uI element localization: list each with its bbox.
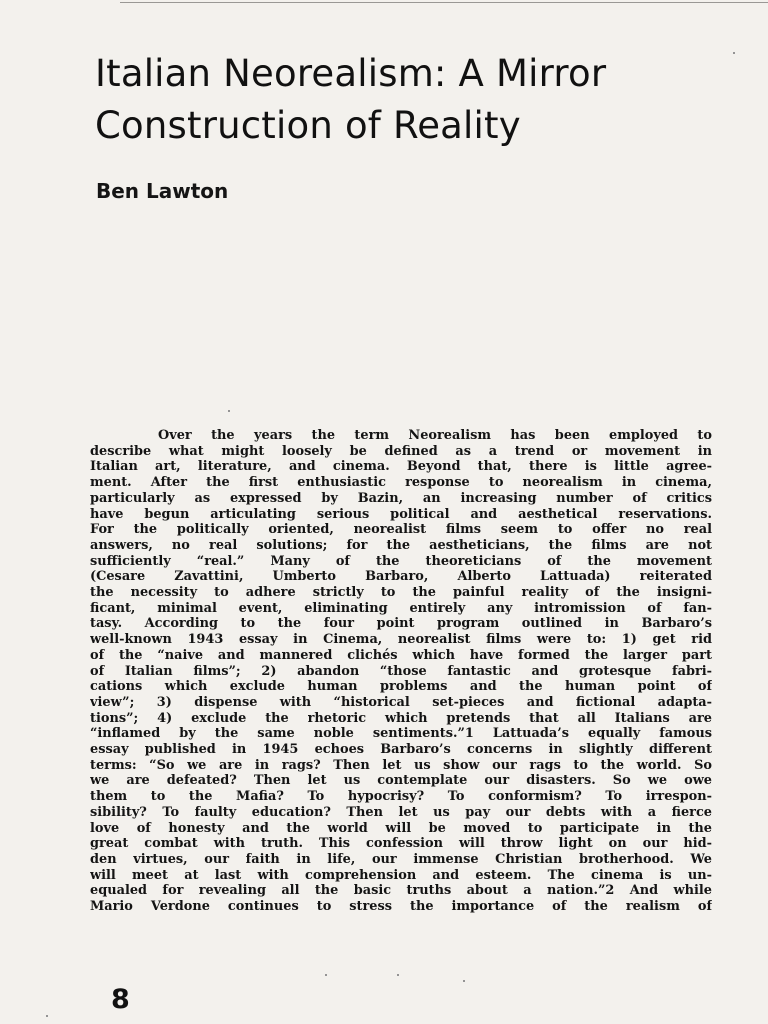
body-line: Mario Verdone continues to stress the importance of the realism of — [90, 899, 712, 915]
body-line: describe what might loosely be defined as a trend or movement in — [90, 443, 712, 459]
scan-speck — [733, 52, 735, 54]
body-line: den virtues, our faith in life, our immense Christian brotherhood. We — [90, 851, 712, 867]
body-line: of Italian films”; 2) abandon “those fantastic and grotesque fabri- — [90, 663, 712, 679]
body-line: answers, no real solutions; for the aestheticians, the films are not — [90, 537, 712, 553]
body-line: have begun articulating serious political and aesthetical reservations. — [90, 506, 712, 522]
body-line: view”; 3) dispense with “historical set-pieces and fictional adapta- — [90, 694, 712, 710]
body-line: essay published in 1945 echoes Barbaro’s concerns in slightly different — [90, 742, 712, 758]
scan-speck — [228, 410, 230, 412]
body-line: great combat with truth. This confession will throw light on our hid- — [90, 836, 712, 852]
body-line: For the politically oriented, neorealist films seem to offer no real — [90, 522, 712, 538]
body-line: the necessity to adhere strictly to the painful reality of the insigni- — [90, 585, 712, 601]
article-title-line: Construction of Reality — [95, 104, 521, 147]
body-line: equaled for revealing all the basic truths about a nation.”2 And while — [90, 883, 712, 899]
body-line: we are defeated? Then let us contemplate our disasters. So we owe — [90, 773, 712, 789]
article-title-line: Italian Neorealism: A Mirror — [95, 52, 607, 95]
body-line: terms: “So we are in rags? Then let us show our rags to the world. So — [90, 757, 712, 773]
body-line: “inflamed by the same noble sentiments.”1 Lattuada’s equally famous — [90, 726, 712, 742]
body-line: will meet at last with comprehension and esteem. The cinema is un- — [90, 867, 712, 883]
body-line: tions”; 4) exclude the rhetoric which pretends that all Italians are — [90, 710, 712, 726]
body-line: Over the years the term Neorealism has been employed to — [158, 428, 712, 443]
scan-speck — [397, 974, 399, 976]
body-line: (Cesare Zavattini, Umberto Barbaro, Alberto Lattuada) reiterated — [90, 569, 712, 585]
article-body — [90, 428, 712, 915]
body-line: love of honesty and the world will be moved to participate in the — [90, 820, 712, 836]
scan-speck — [46, 1015, 48, 1017]
page-number: 8 — [111, 984, 130, 1015]
body-line: them to the Mafia? To hypocrisy? To conformism? To irrespon- — [90, 789, 712, 805]
body-line: sibility? To faulty education? Then let us pay our debts with a fierce — [90, 804, 712, 820]
scan-speck — [463, 980, 465, 982]
body-line: particularly as expressed by Bazin, an increasing number of critics — [90, 490, 712, 506]
scan-edge — [120, 2, 768, 3]
scan-speck — [325, 974, 327, 976]
body-line: ficant, minimal event, eliminating entirely any intromission of fan- — [90, 600, 712, 616]
body-line: tasy. According to the four point program outlined in Barbaro’s — [90, 616, 712, 632]
article-author: Ben Lawton — [96, 179, 229, 203]
article-title — [95, 48, 755, 152]
body-line: cations which exclude human problems and the human point of — [90, 679, 712, 695]
body-line: ment. After the first enthusiastic response to neorealism in cinema, — [90, 475, 712, 491]
body-line: of the “naive and mannered clichés which have formed the larger part — [90, 647, 712, 663]
body-line: well-known 1943 essay in Cinema, neorealist films were to: 1) get rid — [90, 632, 712, 648]
body-line: sufficiently “real.” Many of the theoreticians of the movement — [90, 553, 712, 569]
body-line: Italian art, literature, and cinema. Beyond that, there is little agree- — [90, 459, 712, 475]
